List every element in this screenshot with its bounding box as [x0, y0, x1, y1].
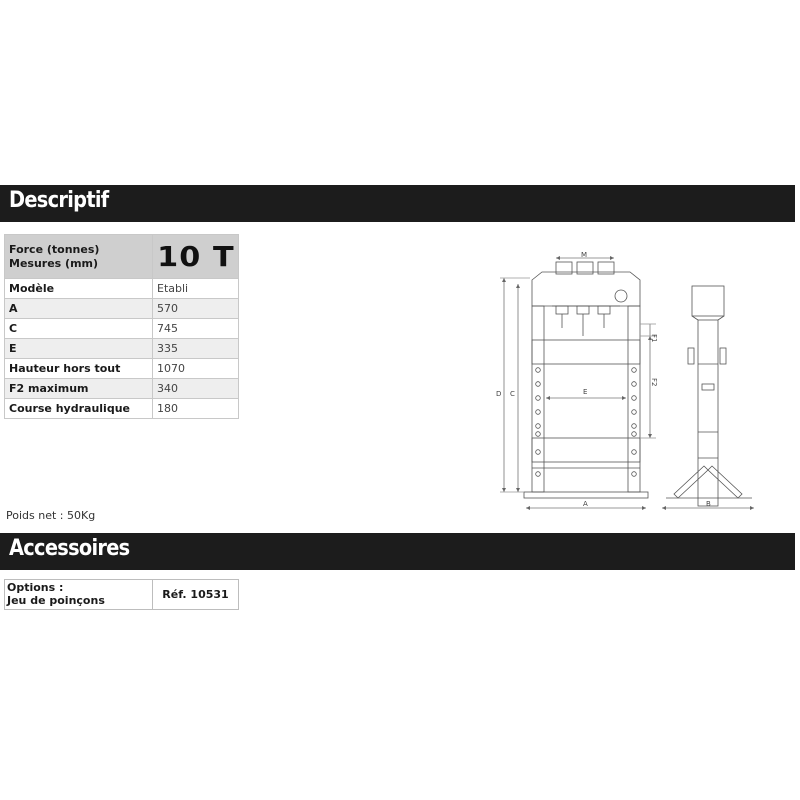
- spec-header-label-line2: Mesures (mm): [9, 256, 99, 270]
- table-row: [5, 580, 239, 610]
- row-value: Etabli: [153, 279, 239, 299]
- options-label-line1: Options :: [7, 581, 64, 594]
- dim-label-F1: F1: [650, 334, 658, 343]
- press-bed-lower: [532, 438, 640, 462]
- row-label: F2 maximum: [5, 379, 153, 399]
- side-leg-left: [674, 466, 708, 498]
- dim-label-B: B: [706, 500, 711, 508]
- row-label: C: [5, 319, 153, 339]
- row-label: Modèle: [5, 279, 153, 299]
- spec-header-row: [5, 235, 239, 279]
- section-header-accessoires: [0, 533, 795, 570]
- accessories-table: [4, 579, 239, 610]
- press-base: [524, 492, 648, 498]
- press-diagram: [490, 248, 770, 518]
- row-value: 340: [153, 379, 239, 399]
- options-label: [5, 580, 153, 610]
- spec-header-label-line1: Force (tonnes): [9, 242, 100, 256]
- row-label: E: [5, 339, 153, 359]
- pressure-gauge-icon: [615, 290, 627, 302]
- table-row: [5, 399, 239, 419]
- row-label: Course hydraulique: [5, 399, 153, 419]
- table-row: [5, 299, 239, 319]
- table-row: [5, 379, 239, 399]
- section-title-accessoires: Accessoires: [9, 536, 130, 561]
- dim-label-F2: F2: [650, 378, 658, 387]
- force-value: 10 T: [156, 240, 235, 273]
- row-label: Hauteur hors tout: [5, 359, 153, 379]
- section-title-descriptif: Descriptif: [9, 188, 109, 213]
- spec-table: [4, 234, 239, 419]
- spec-header-label: [5, 235, 153, 279]
- table-row: [5, 359, 239, 379]
- dim-label-D: D: [496, 390, 502, 398]
- net-weight: Poids net : 50Kg: [6, 509, 96, 522]
- table-row: [5, 339, 239, 359]
- section-header-descriptif: [0, 185, 795, 222]
- dim-label-C: C: [510, 390, 515, 398]
- row-value: 335: [153, 339, 239, 359]
- dim-label-M: M: [581, 251, 588, 259]
- row-value: 1070: [153, 359, 239, 379]
- side-crown: [692, 286, 724, 316]
- table-row: [5, 319, 239, 339]
- side-column: [698, 320, 718, 506]
- press-bed-top: [532, 340, 640, 364]
- dim-label-A: A: [583, 500, 588, 508]
- row-value: 570: [153, 299, 239, 319]
- row-value: 180: [153, 399, 239, 419]
- dim-label-E: E: [583, 388, 588, 396]
- spec-header-value: [153, 235, 239, 279]
- table-row: [5, 279, 239, 299]
- row-value: 745: [153, 319, 239, 339]
- options-reference: Réf. 10531: [153, 580, 239, 610]
- side-leg-right: [708, 466, 742, 498]
- row-label: A: [5, 299, 153, 319]
- options-label-line2: Jeu de poinçons: [7, 594, 105, 607]
